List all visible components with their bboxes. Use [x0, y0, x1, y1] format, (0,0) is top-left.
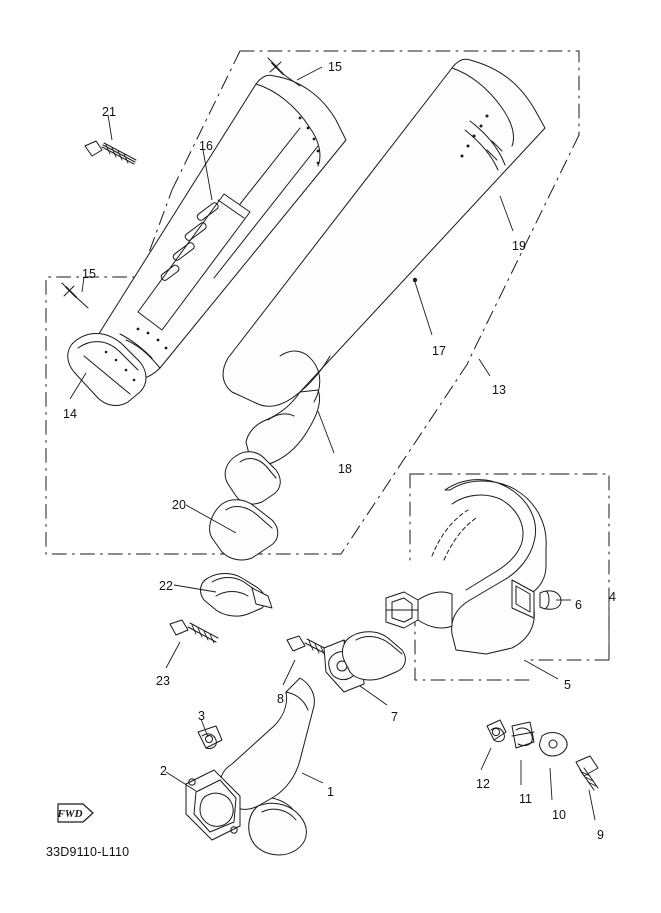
grommet-12: [487, 720, 506, 742]
callout-number-3: 3: [198, 709, 205, 723]
fwd-direction-badge: [55, 800, 95, 826]
leader-19: [500, 196, 513, 231]
washer-10: [540, 733, 567, 756]
leader-9: [589, 790, 595, 820]
leader-13: [479, 359, 490, 376]
callout-number-2: 2: [160, 764, 167, 778]
rivet-15-left: [62, 283, 88, 308]
callout-number-5: 5: [564, 678, 571, 692]
leader-15-top: [297, 67, 322, 80]
callout-number-1: 1: [327, 785, 334, 799]
callout-number-7: 7: [391, 710, 398, 724]
callout-number-4: 4: [609, 590, 616, 604]
connector-tube: [342, 632, 405, 680]
leader-10: [550, 768, 552, 800]
leader-17: [414, 279, 432, 335]
part-code-label: 33D9110-L110: [46, 845, 130, 859]
clamp-22: [201, 574, 272, 617]
callout-number-12: 12: [476, 777, 490, 791]
callout-number-18: 18: [338, 462, 352, 476]
callout-number-15-top: 15: [328, 60, 342, 74]
leader-12: [481, 748, 491, 770]
callout-number-16: 16: [199, 139, 213, 153]
leader-23: [166, 642, 180, 668]
callout-leaders: [70, 67, 609, 820]
callout-number-21: 21: [102, 105, 116, 119]
bolt-23: [170, 620, 218, 643]
callout-number-20: 20: [172, 498, 186, 512]
bolt-9: [576, 756, 598, 790]
callout-number-6: 6: [575, 598, 582, 612]
callout-number-17: 17: [432, 344, 446, 358]
callout-number-19: 19: [512, 239, 526, 253]
callout-number-10: 10: [552, 808, 566, 822]
leader-5: [524, 660, 558, 679]
callout-number-11: 11: [519, 792, 532, 806]
leader-1: [302, 773, 323, 783]
collar-11: [512, 722, 534, 748]
svg-text:FWD: FWD: [57, 808, 83, 820]
callout-number-13: 13: [492, 383, 506, 397]
leader-18: [318, 411, 334, 453]
callout-number-15-left: 15: [82, 267, 96, 281]
collar-3: [198, 726, 222, 749]
callout-number-23: 23: [156, 674, 170, 688]
leader-7: [360, 686, 387, 705]
bolt-21: [85, 141, 136, 164]
callout-number-14: 14: [63, 407, 77, 421]
leader-8: [283, 660, 295, 685]
gasket-20: [210, 500, 278, 560]
callout-number-9: 9: [597, 828, 604, 842]
callout-number-8: 8: [277, 692, 284, 706]
callout-number-22: 22: [159, 579, 173, 593]
